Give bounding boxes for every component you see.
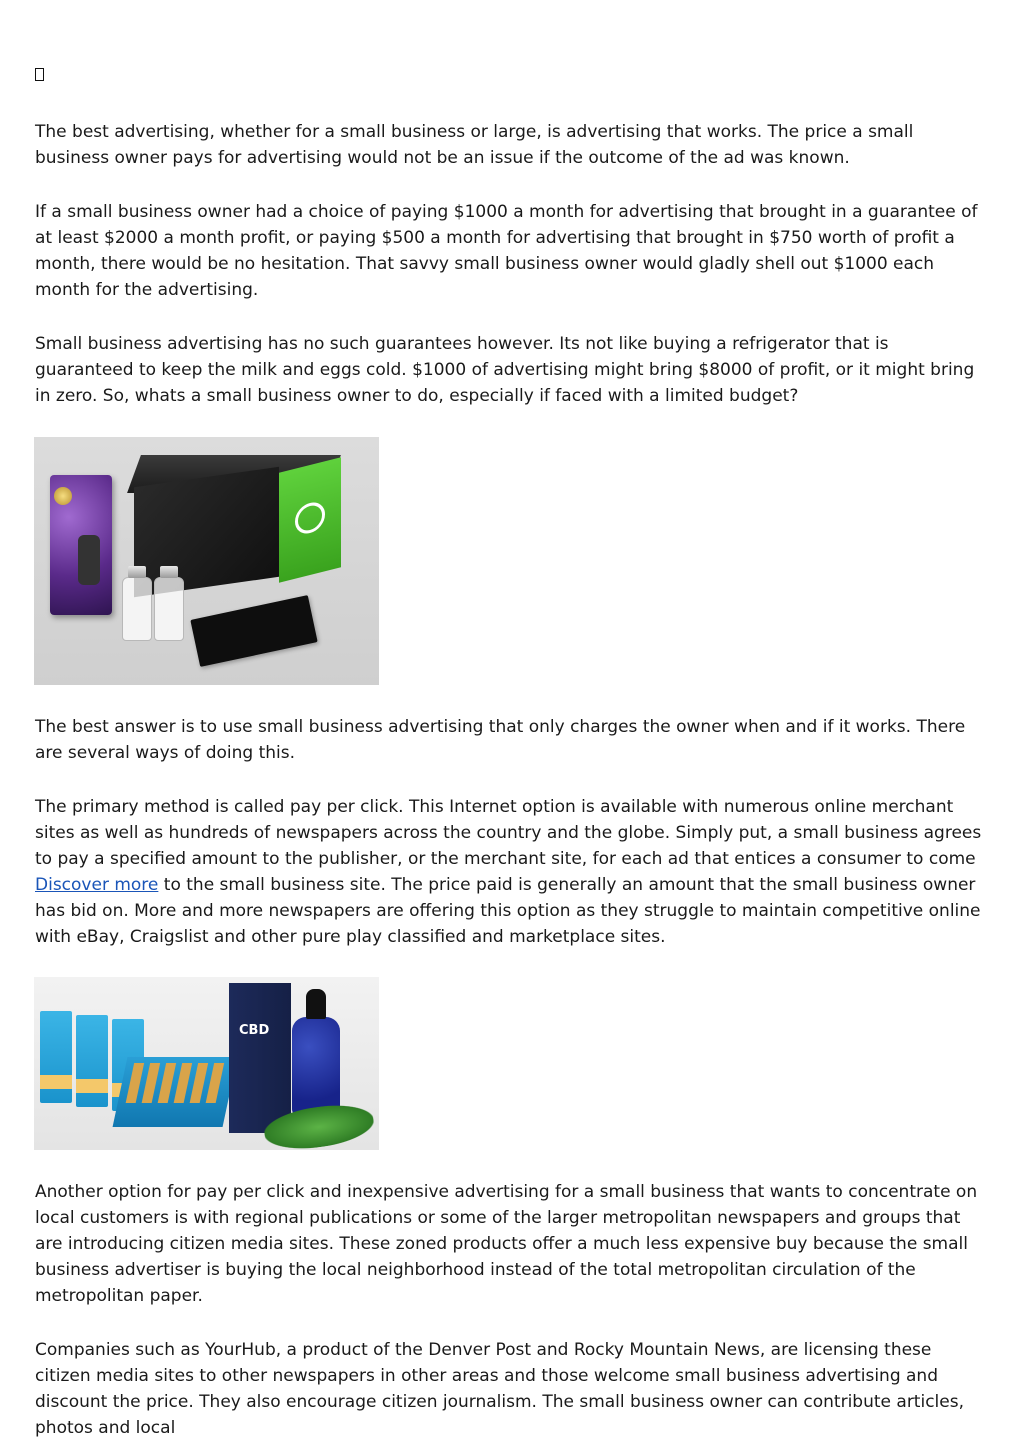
vape-mod bbox=[50, 475, 112, 615]
bottle bbox=[154, 577, 184, 641]
mod-window bbox=[78, 535, 100, 585]
paragraph-7: Companies such as YourHub, a product of the Denver Post and Rocky Mountain News, are licensing these citizen media sites to other newspapers in other areas and those welcome small business advertising and discount the price. They also encourage citizen journalism. The small business owner can contribute articles, photos and local bbox=[35, 1340, 964, 1438]
paragraph-2: If a small business owner had a choice of paying $1000 a month for advertising that brought in a guarantee of at least $2000 a month profit, or paying $500 a month for advertising that brought in $750 worth of profit a month, there would be no hesitation. That savvy small business owner would gladly shell out $1000 each month for the advertising. bbox=[35, 202, 978, 300]
dropper-cap bbox=[306, 989, 326, 1019]
fire-button-icon bbox=[54, 487, 72, 505]
paragraph-5 bbox=[35, 794, 990, 950]
paragraph-1: The best advertising, whether for a small business or large, is advertising that works. The price a small business owner pays for advertising would not be an issue if the outcome of the ad was known. bbox=[35, 122, 914, 168]
product-image-ram-box-mod bbox=[34, 437, 379, 685]
missing-glyph-icon bbox=[35, 68, 44, 81]
paragraph-6: Another option for pay per click and inexpensive advertising for a small business that wants to concentrate on local customers is with regional publications or some of the larger metropolitan newspapers and groups that are introducing citizen media sites. These zoned products offer a much less expensive buy because the small business advertiser is buying the local neighborhood instead of the total metropolitan circulation of the metropolitan paper. bbox=[35, 1182, 978, 1306]
discover-more-link[interactable]: Discover more bbox=[35, 875, 159, 895]
paragraph-5-text-after: to the small business site. The price paid is generally an amount that the small business owner has bid on. More and more newspapers are offering this option as they struggle to maintain competitive online with eBay, Craigslist and other pure play classified and marketplace sites. bbox=[35, 875, 981, 947]
product-card bbox=[190, 595, 317, 667]
product-image-cbd-drops bbox=[34, 977, 379, 1150]
bottle bbox=[122, 577, 152, 641]
box-green-side bbox=[279, 457, 341, 582]
bottle-cap bbox=[128, 566, 146, 578]
cbd-box-label: CBD bbox=[239, 1023, 270, 1038]
dropper-bottle bbox=[292, 1017, 340, 1117]
product-pack bbox=[40, 1011, 72, 1103]
cbd-box bbox=[229, 983, 291, 1133]
paragraph-5-text-before: The primary method is called pay per click. This Internet option is available with numerous online merchant sites as well as hundreds of newspapers across the country and the globe. Simply put, a small business agrees to pay a specified amount to the publisher, or the merchant site, for each ad that entices a consumer to come bbox=[35, 797, 982, 869]
bottle-cap bbox=[160, 566, 178, 578]
paragraph-3: Small business advertising has no such guarantees however. Its not like buying a refrigerator that is guaranteed to keep the milk and eggs cold. $1000 of advertising might bring $8000 of profit, or it might bring in zero. So, whats a small business owner to do, especially if faced with a limited budget? bbox=[35, 334, 975, 406]
product-pack bbox=[76, 1015, 108, 1107]
logo-icon bbox=[295, 499, 325, 536]
paragraph-4: The best answer is to use small business advertising that only charges the owner when and if it works. There are several ways of doing this. bbox=[35, 717, 966, 763]
display-tray bbox=[113, 1057, 238, 1127]
